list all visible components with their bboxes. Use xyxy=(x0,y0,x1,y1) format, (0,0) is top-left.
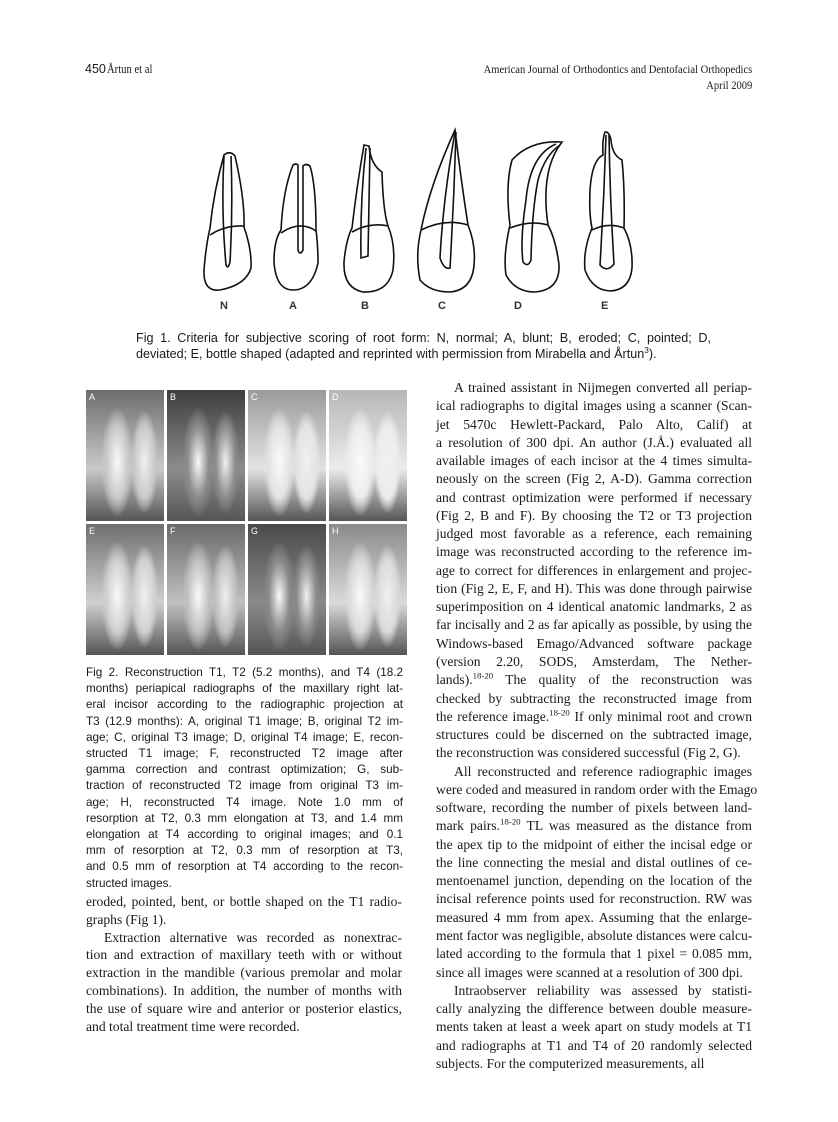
tooth-pointed xyxy=(418,130,475,292)
text-line xyxy=(86,697,403,713)
text-segment: gamma correction and contrast optimization; G, sub- xyxy=(86,763,403,777)
text-line xyxy=(436,781,758,799)
panel-label: B xyxy=(170,392,177,402)
text-line xyxy=(436,982,752,1000)
text-segment: cally analyzing the difference between double measure- xyxy=(436,1001,752,1017)
text-segment: resorption at T2, 0.3 mm elongation at T3, and 1.4 mm xyxy=(86,811,403,825)
text-segment: a resolution of 300 dpi. An author (J.Å.) evaluated all xyxy=(436,434,752,450)
text-segment: available images of each incisor at the 4 times simulta- xyxy=(436,453,752,469)
text-line xyxy=(436,1037,752,1055)
text-segment: and contrast optimization were performed if necessary xyxy=(436,489,752,505)
radiograph-panel xyxy=(248,390,326,521)
text-segment: eroded, pointed, bent, or bottle shaped on the T1 radio- xyxy=(86,894,402,909)
text-line xyxy=(436,763,752,781)
text-segment: ical radiographs to digital images using a scanner (Scan- xyxy=(436,398,752,414)
figure-1-caption xyxy=(136,330,711,362)
text-line xyxy=(436,927,752,945)
text-line xyxy=(436,507,752,525)
text-segment: neously on the screen (Fig 2, A-D). Gamma correction xyxy=(436,471,752,487)
text-segment: TL was measured as the distance from xyxy=(520,818,753,834)
text-line xyxy=(86,893,402,911)
text-line xyxy=(436,671,752,689)
text-line xyxy=(86,778,403,794)
text-segment: lated according to the formula that 1 pixel = 0.085 mm, xyxy=(436,946,752,962)
panel-label: H xyxy=(332,526,339,536)
text-segment: ment factor was negligible, absolute distances were calcu- xyxy=(436,927,753,943)
radiograph-panel xyxy=(86,524,164,655)
text-line xyxy=(86,714,403,730)
text-segment: superimposition on 4 identical anatomic landmarks, 2 as xyxy=(436,599,752,615)
text-line xyxy=(436,909,752,927)
text-line xyxy=(436,434,752,452)
text-line xyxy=(86,762,403,778)
text-line xyxy=(86,795,403,811)
text-segment: structed T1 image; F, reconstructed T2 image after xyxy=(86,747,403,761)
text-segment: (version 2.20, SODS, Amsterdam, The Nether- xyxy=(436,653,752,669)
text-line xyxy=(86,730,403,746)
figure-2-caption xyxy=(86,665,403,892)
text-line xyxy=(86,982,402,1000)
right-column-body xyxy=(436,379,758,1073)
text-line xyxy=(436,945,752,963)
tooth-blunt xyxy=(274,164,318,290)
text-line xyxy=(436,525,752,543)
text-line xyxy=(86,681,403,697)
text-segment: the reconstruction was considered successful (Fig 2, G). xyxy=(436,745,741,761)
text-segment: A trained assistant in Nijmegen converted all periap- xyxy=(454,380,752,395)
journal-title: American Journal of Orthodontics and Dentofacial Orthopedics xyxy=(483,62,752,76)
text-line xyxy=(436,690,752,708)
text-segment: structures could be discerned on the subtracted image, xyxy=(436,727,752,743)
text-line xyxy=(436,1055,752,1073)
text-segment: Windows-based Emago/Advanced software package xyxy=(436,635,752,651)
fig1-label-d: D xyxy=(514,300,522,312)
text-line xyxy=(86,929,402,947)
fig1-label-e: E xyxy=(601,300,609,312)
fig1-label-c: C xyxy=(438,300,446,312)
running-author: Årtun et al xyxy=(107,62,153,76)
text-segment: combinations). In addition, the number of months with xyxy=(86,982,402,998)
panel-label: E xyxy=(89,526,96,536)
text-segment: All reconstructed and reference radiographic images xyxy=(454,763,752,779)
text-line xyxy=(436,452,752,470)
text-line xyxy=(86,827,403,843)
text-segment: and radiographs at T1 and T4 of 20 randomly selected xyxy=(436,1037,752,1053)
text-segment: Extraction alternative was recorded as nonextrac- xyxy=(104,929,402,945)
text-line xyxy=(436,872,752,890)
panel-label: A xyxy=(89,392,96,402)
panel-label: C xyxy=(251,392,258,402)
text-segment: ments taken at least a week apart on study models at T1 xyxy=(436,1019,752,1035)
text-line xyxy=(436,562,752,580)
tooth-deviated xyxy=(505,142,562,292)
text-segment: Fig 1. Criteria for subjective scoring of root form: N, normal; A, blunt; B, eroded; C, pointed; D, xyxy=(136,331,711,345)
radiograph-panel xyxy=(167,390,245,521)
text-segment: ). xyxy=(648,347,657,361)
text-line xyxy=(436,890,752,908)
text-segment: graphs (Fig 1). xyxy=(86,911,167,927)
text-line xyxy=(436,964,752,982)
text-line xyxy=(86,964,402,982)
panel-label: F xyxy=(170,526,176,536)
text-segment: tion (Fig 2, E, F, and H). This was done through pairwise xyxy=(436,580,752,596)
text-line xyxy=(86,1018,402,1036)
citation-superscript: 3 xyxy=(644,345,649,355)
text-segment: Intraobserver reliability was assessed by statisti- xyxy=(454,982,752,998)
text-segment: mentoenamel junction, depending on the location of the xyxy=(436,873,752,889)
text-segment: T3 (12.9 months): A, original T1 image; B, original T2 im- xyxy=(86,714,403,728)
text-line xyxy=(86,746,403,762)
text-line xyxy=(436,726,752,744)
text-segment: mm of resorption at T2, 0.3 mm of resorption at T3, xyxy=(86,844,403,858)
text-line xyxy=(86,1000,402,1018)
text-segment: age; H, reconstructed T4 image. Note 1.0 mm of xyxy=(86,795,403,809)
text-segment: mark pairs. xyxy=(436,818,500,834)
text-line xyxy=(136,346,711,362)
text-segment: deviated; E, bottle shaped (adapted and reprinted with permission from Mirabella and Årtun xyxy=(136,347,645,361)
issue-date: April 2009 xyxy=(705,78,752,92)
text-segment: and 0.5 mm of resorption at T4 according to the recon- xyxy=(86,860,403,874)
text-line xyxy=(436,543,752,561)
figure-1-root-forms xyxy=(0,0,838,330)
text-line xyxy=(86,946,402,964)
text-line xyxy=(436,817,752,835)
left-column-body xyxy=(86,893,402,1035)
fig1-label-n: N xyxy=(220,300,228,312)
text-segment: and total treatment time were recorded. xyxy=(86,1018,300,1034)
text-line xyxy=(86,911,402,929)
text-segment: extraction in the mandible (various premolar and molar xyxy=(86,965,402,981)
text-segment: tion and extraction of maxillary teeth with or without xyxy=(86,947,402,963)
radiograph-panel xyxy=(329,524,407,655)
fig1-label-b: B xyxy=(361,300,369,312)
text-segment: months) periapical radiographs of the maxillary right lat- xyxy=(86,682,403,696)
tooth-eroded xyxy=(344,145,394,292)
panel-label: G xyxy=(251,526,259,536)
citation-superscript: 18-20 xyxy=(549,707,570,718)
tooth-normal xyxy=(204,153,251,290)
text-segment: measured 4 mm from apex. Assuming that the enlarge- xyxy=(436,909,752,925)
citation-superscript: 18-20 xyxy=(499,816,521,827)
text-segment: age; C, original T3 image; D, original T4 image; E, recon- xyxy=(86,730,403,744)
text-line xyxy=(136,330,711,346)
text-line xyxy=(436,489,752,507)
text-segment: lands). xyxy=(436,672,473,688)
text-line xyxy=(436,379,752,397)
text-line xyxy=(436,416,752,434)
radiograph-panel xyxy=(86,390,164,521)
panel-label: D xyxy=(332,392,339,402)
text-segment: The quality of the reconstruction was xyxy=(493,672,752,688)
text-line xyxy=(436,836,752,854)
text-line xyxy=(86,665,403,681)
text-segment: structed images. xyxy=(86,876,172,890)
text-line xyxy=(436,616,752,634)
text-segment: incisal reference points used for reconstruction. RW was xyxy=(436,891,752,907)
text-segment: elongation at T4 according to original images; and 0.1 xyxy=(86,828,403,842)
text-line xyxy=(436,580,752,598)
radiograph-panel xyxy=(167,524,245,655)
text-line xyxy=(436,854,752,872)
text-segment: age to correct for differences in enlargement and projec- xyxy=(436,562,752,578)
text-segment: the line connecting the mesial and distal outlines of ce- xyxy=(436,854,752,870)
text-line xyxy=(436,397,752,415)
text-line xyxy=(436,1000,752,1018)
text-line xyxy=(436,799,752,817)
citation-superscript: 18-20 xyxy=(472,670,494,681)
text-segment: If only minimal root and crown xyxy=(569,708,753,724)
text-line xyxy=(86,843,403,859)
text-segment: image was reconstructed according to the reference im- xyxy=(436,544,752,560)
fig1-label-a: A xyxy=(289,300,297,312)
text-segment: traction of reconstructed T2 image from original T3 im- xyxy=(86,779,403,793)
text-segment: judged most favorable as a reference, each remaining xyxy=(436,526,752,542)
text-segment: far incisally and 2 as far apically as possible, by using the xyxy=(436,617,752,633)
text-line xyxy=(436,470,752,488)
radiograph-panel xyxy=(248,524,326,655)
text-line xyxy=(436,708,752,726)
text-segment: (Fig 2, B and F). By choosing the T2 or T3 projection xyxy=(436,507,752,523)
text-segment: jet 5470c Hewlett-Packard, Palo Alto, Calif) at xyxy=(436,416,752,432)
text-line xyxy=(86,811,403,827)
text-line xyxy=(436,635,752,653)
text-segment: the reference image. xyxy=(436,708,550,724)
text-line xyxy=(436,744,752,762)
text-line xyxy=(86,859,403,875)
tooth-bottle-shaped xyxy=(585,132,632,291)
text-segment: Fig 2. Reconstruction T1, T2 (5.2 months), and T4 (18.2 xyxy=(86,666,403,679)
text-line xyxy=(86,876,403,892)
text-segment: the use of square wire and anterior or posterior elastics, xyxy=(86,1000,402,1016)
text-segment: the apex tip to the midpoint of either the incisal edge or xyxy=(436,836,752,852)
text-segment: were coded and measured in random order with the Emago xyxy=(436,781,758,797)
text-line xyxy=(436,1018,752,1036)
text-line xyxy=(436,598,752,616)
text-segment: subjects. For the computerized measurements, all xyxy=(436,1055,705,1071)
text-segment: eral incisor according to the radiographic projection at xyxy=(86,698,403,712)
page-number: 450 xyxy=(85,62,106,76)
text-segment: checked by subtracting the reconstructed image from xyxy=(436,690,752,706)
text-segment: since all images were scanned at a resolution of 300 dpi. xyxy=(436,964,743,980)
radiograph-panel xyxy=(329,390,407,521)
text-line xyxy=(436,653,752,671)
text-segment: software, recording the number of pixels between land- xyxy=(436,800,752,816)
